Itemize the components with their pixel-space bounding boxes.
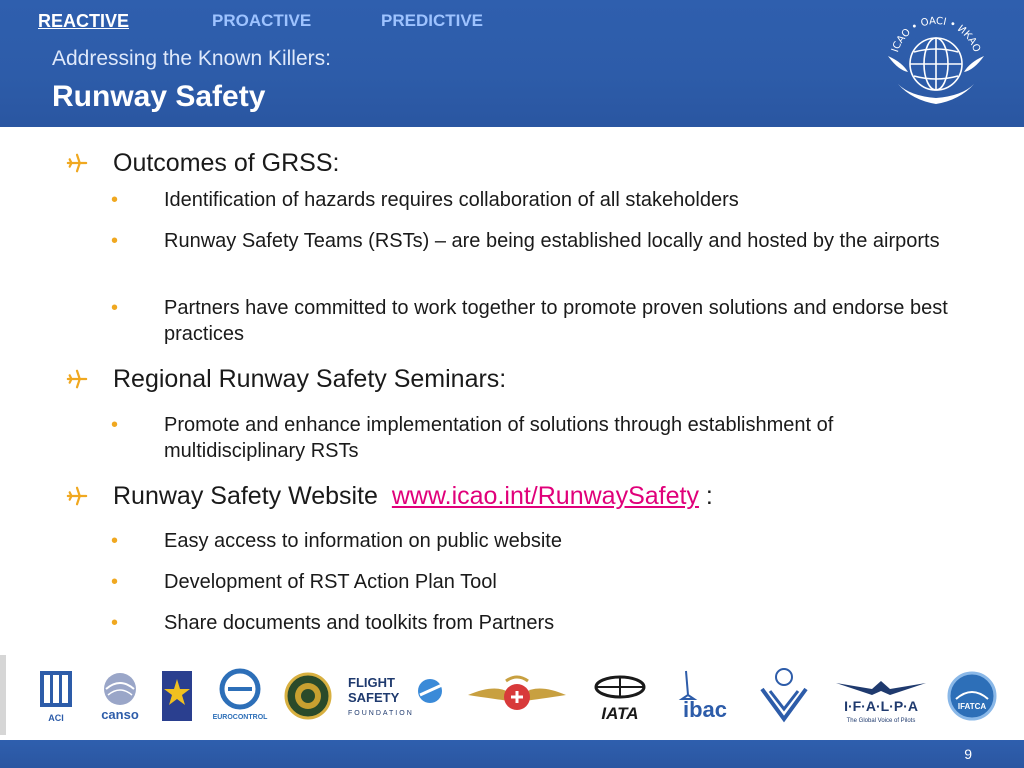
ifalpa-logo-icon — [832, 665, 930, 727]
airplane-bullet-icon — [66, 368, 88, 390]
website-heading-suffix: : — [705, 482, 713, 510]
tab-predictive[interactable]: PREDICTIVE — [381, 11, 484, 30]
canso-logo — [94, 665, 146, 727]
bullet-dot: • — [111, 230, 119, 252]
ifalpa-logo-text: I·F·A·L·P·A — [844, 698, 918, 714]
runway-safety-website-link[interactable]: www.icao.int/RunwaySafety — [391, 482, 699, 510]
airplane-bullet-icon — [66, 485, 88, 507]
tab-reactive[interactable]: REACTIVE — [38, 11, 130, 31]
star-emblem-icon — [160, 665, 194, 727]
bullet-dot: • — [111, 189, 119, 211]
canso-logo-text: canso — [101, 707, 139, 722]
icao-emblem-icon — [878, 6, 994, 122]
aci-logo-icon — [34, 665, 78, 727]
slide-subtitle: Addressing the Known Killers: — [52, 47, 331, 70]
partner-logos-strip — [0, 655, 1024, 741]
fsf-text-line3: FOUNDATION — [348, 710, 414, 717]
page-number: 9 — [964, 746, 972, 762]
ibac-logo-text: ibac — [682, 697, 728, 722]
bullet-dot: • — [111, 530, 119, 552]
ifatca-logo — [946, 665, 998, 727]
ifatca-logo-text: IFATCA — [957, 702, 987, 711]
fsf-text-line1: FLIGHT — [348, 675, 395, 690]
slide-footer — [0, 740, 1024, 768]
eurocontrol-logo-icon — [208, 665, 272, 727]
slide-header — [0, 0, 1024, 127]
chevron-crest-logo — [756, 665, 812, 727]
winged-emblem-logo — [466, 665, 568, 727]
bullet-dot: • — [111, 571, 119, 593]
icao-emblem-text: ICAO • OACI • ИКАО — [889, 15, 982, 54]
flight-safety-foundation-icon — [346, 665, 446, 727]
airplane-bullet-icon — [66, 152, 88, 174]
aviation-seal-icon — [284, 665, 332, 727]
eurocontrol-logo-text: EUROCONTROL — [212, 714, 268, 721]
ifatca-logo-icon — [946, 665, 998, 727]
aci-logo-text: ACI — [48, 713, 64, 723]
star-emblem-logo — [160, 665, 194, 727]
eurocontrol-logo — [208, 665, 272, 727]
slide-title: Runway Safety — [52, 80, 266, 113]
chevron-crest-icon — [756, 665, 812, 727]
ifalpa-logo — [832, 665, 930, 727]
winged-emblem-icon — [466, 665, 568, 727]
aviation-seal-logo — [284, 665, 332, 727]
bullet-dot: • — [111, 612, 119, 634]
ifalpa-logo-subtext: The Global Voice of Pilots — [846, 718, 916, 724]
fsf-text-line2: SAFETY — [348, 690, 400, 705]
iata-logo-text: IATA — [601, 704, 639, 723]
aci-logo — [34, 665, 78, 727]
website-heading-text: Runway Safety Website — [113, 482, 378, 510]
bullet-dot: • — [111, 414, 119, 436]
flight-safety-foundation-logo — [346, 665, 446, 727]
iata-logo — [586, 665, 654, 727]
bullet-dot: • — [111, 297, 119, 319]
ibac-logo — [672, 665, 738, 727]
tab-proactive[interactable]: PROACTIVE — [212, 11, 312, 30]
canso-logo-icon — [94, 665, 146, 727]
ibac-logo-icon — [672, 665, 738, 727]
iata-logo-icon — [586, 665, 654, 727]
